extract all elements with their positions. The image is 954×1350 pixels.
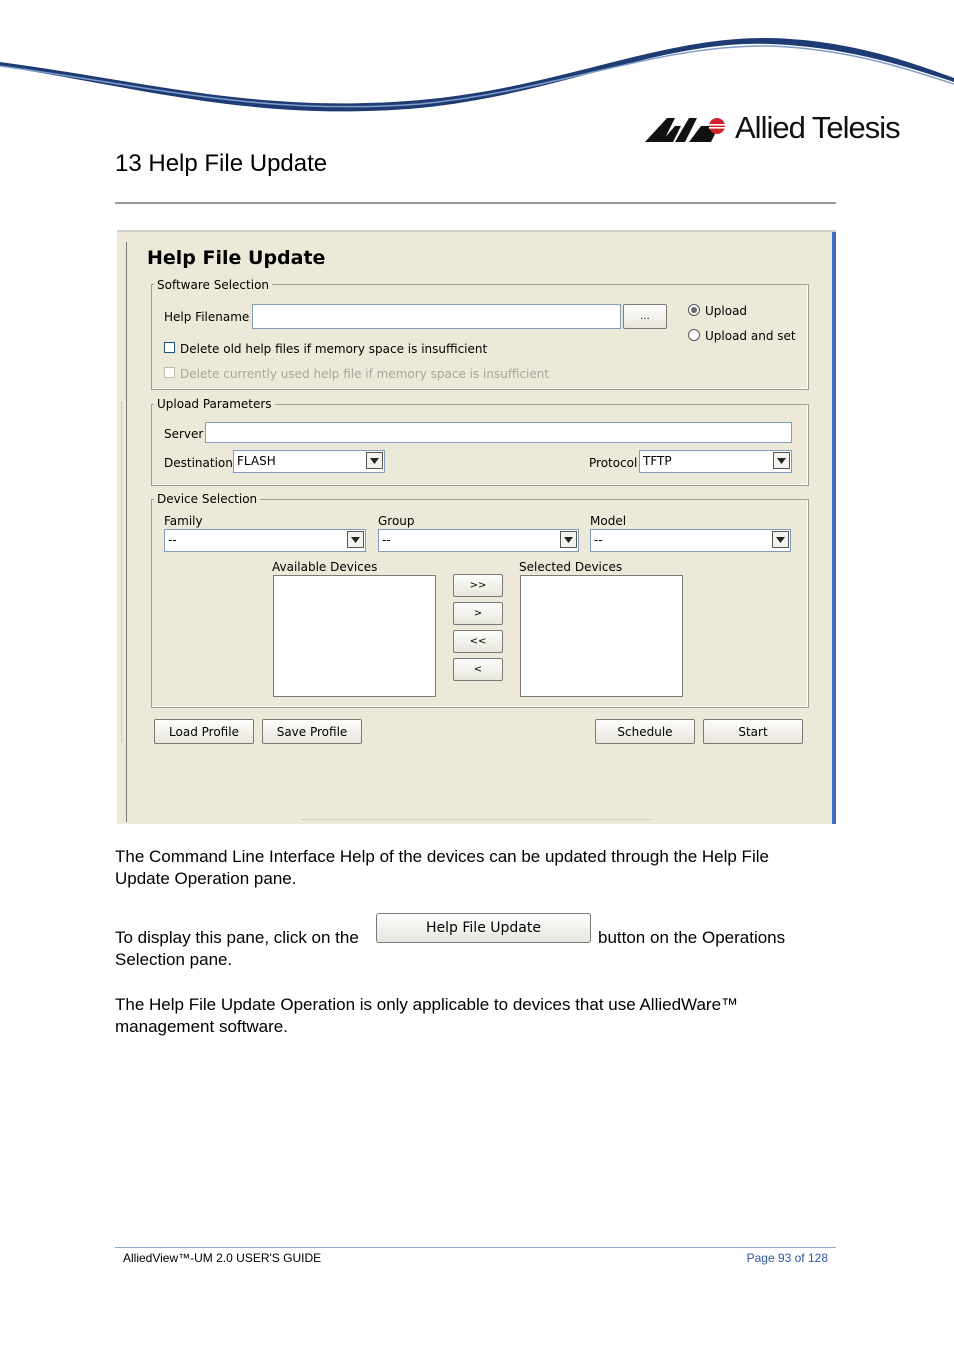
splitter-horizontal[interactable] — [302, 819, 652, 820]
destination-select[interactable] — [233, 450, 385, 473]
delete-old-files-label[interactable]: Delete old help files if memory space is insufficient — [180, 342, 488, 356]
allied-telesis-mark-icon — [645, 112, 727, 144]
display-instruction-line2: Selection pane. — [115, 950, 233, 969]
upload-parameters-group — [151, 404, 809, 486]
intro-paragraph: The Command Line Interface Help of the devices can be updated through the Help File Update Operation pane. — [115, 847, 769, 888]
upload-and-set-radio[interactable] — [688, 329, 700, 341]
protocol-value: TFTP — [643, 454, 672, 468]
move-right-button[interactable]: > — [453, 602, 503, 625]
family-label: Family — [164, 514, 203, 528]
group-label: Group — [378, 514, 415, 528]
header-divider — [115, 202, 836, 204]
family-select[interactable] — [164, 529, 366, 552]
display-instruction-end: button on the Operations — [598, 928, 786, 947]
allied-telesis-logo — [645, 108, 900, 148]
brand-name: Allied Telesis — [735, 110, 900, 145]
upload-and-set-radio-label[interactable]: Upload and set — [705, 329, 796, 343]
group-select[interactable] — [378, 529, 579, 552]
browse-button[interactable]: ... — [623, 304, 667, 329]
panel-right-border — [832, 232, 836, 824]
protocol-label: Protocol — [589, 456, 638, 470]
model-select[interactable] — [590, 529, 791, 552]
delete-current-file-checkbox — [164, 367, 175, 378]
protocol-select[interactable] — [639, 450, 792, 473]
move-all-right-button[interactable]: >> — [453, 574, 503, 597]
panel-left-edge — [126, 242, 127, 822]
software-selection-legend: Software Selection — [154, 278, 272, 292]
chapter-title: 13 Help File Update — [115, 150, 328, 177]
chevron-down-icon[interactable] — [560, 531, 577, 548]
model-value: -- — [594, 533, 603, 547]
delete-current-file-label: Delete currently used help file if memory space is insufficient — [180, 367, 550, 381]
destination-value: FLASH — [237, 454, 276, 468]
chevron-down-icon[interactable] — [366, 452, 383, 469]
header-swoosh-graphic — [0, 0, 954, 125]
help-file-update-dialog — [117, 230, 836, 824]
save-profile-button[interactable]: Save Profile — [262, 719, 362, 744]
selected-devices-label: Selected Devices — [519, 560, 623, 574]
start-button[interactable]: Start — [703, 719, 803, 744]
load-profile-button[interactable]: Load Profile — [154, 719, 254, 744]
selected-devices-list[interactable] — [520, 575, 683, 697]
available-devices-label: Available Devices — [272, 560, 378, 574]
chevron-down-icon[interactable] — [772, 531, 789, 548]
dialog-title: Help File Update — [147, 247, 326, 269]
model-label: Model — [590, 514, 627, 528]
help-filename-input[interactable] — [252, 304, 621, 329]
destination-label: Destination — [164, 456, 233, 470]
group-value: -- — [382, 533, 391, 547]
footer-divider — [115, 1247, 836, 1248]
display-instruction-start: To display this pane, click on the — [115, 928, 359, 947]
applicability-note: The Help File Update Operation is only applicable to devices that use AlliedWare™ management software. — [115, 995, 739, 1036]
footer-page-number: Page 93 of 128 — [746, 1251, 828, 1265]
splitter-vertical[interactable] — [121, 402, 122, 742]
delete-old-files-checkbox[interactable] — [164, 342, 175, 353]
upload-radio-label[interactable]: Upload — [705, 304, 748, 318]
schedule-button[interactable]: Schedule — [595, 719, 695, 744]
chevron-down-icon[interactable] — [347, 531, 364, 548]
upload-parameters-legend: Upload Parameters — [154, 397, 275, 411]
device-selection-legend: Device Selection — [154, 492, 260, 506]
help-filename-label: Help Filename — [164, 310, 250, 324]
server-label: Server — [164, 427, 204, 441]
family-value: -- — [168, 533, 177, 547]
chevron-down-icon[interactable] — [773, 452, 790, 469]
server-input[interactable] — [205, 422, 792, 443]
help-file-update-inline-button: Help File Update — [376, 913, 591, 943]
available-devices-list[interactable] — [273, 575, 436, 697]
move-all-left-button[interactable]: << — [453, 630, 503, 653]
upload-radio[interactable] — [688, 304, 700, 316]
footer-guide-title: AlliedView™-UM 2.0 USER'S GUIDE — [123, 1251, 322, 1265]
move-left-button[interactable]: < — [453, 658, 503, 681]
